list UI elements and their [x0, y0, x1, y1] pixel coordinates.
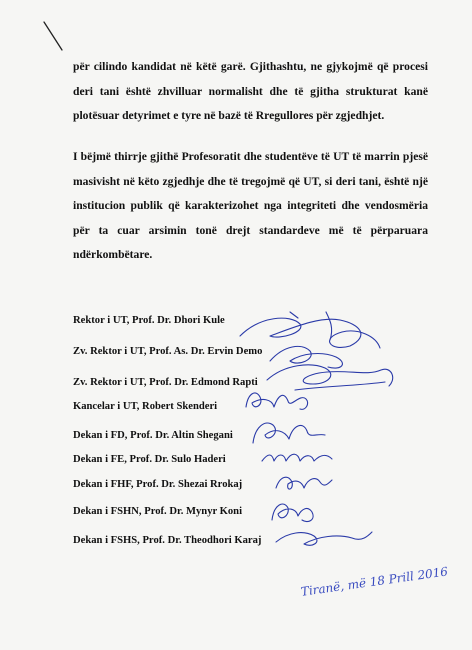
signatory-row	[73, 531, 261, 551]
signature-koni	[262, 494, 332, 530]
signatory-row	[73, 311, 225, 331]
pen-stroke-mark	[38, 18, 68, 54]
signatory-name: Dekan i FHF, Prof. Dr. Shezai Rrokaj	[73, 479, 243, 490]
signature-shegani	[245, 413, 335, 453]
signature-karaj	[268, 522, 378, 554]
signatory-name: Kancelar i UT, Robert Skenderi	[73, 401, 218, 412]
signatory-name: Dekan i FD, Prof. Dr. Altin Shegani	[73, 430, 233, 441]
signatory-name: Zv. Rektor i UT, Prof. As. Dr. Ervin Demo	[73, 346, 263, 357]
signatory-name: Dekan i FSHN, Prof. Dr. Mynyr Koni	[73, 506, 243, 517]
signatory-name: Dekan i FSHS, Prof. Dr. Theodhori Karaj	[73, 535, 262, 546]
signatory-row	[73, 502, 242, 522]
signatory-name: Rektor i UT, Prof. Dr. Dhori Kule	[73, 315, 225, 326]
signatory-name: Dekan i FE, Prof. Dr. Sulo Haderi	[73, 454, 226, 465]
signatory-row	[73, 397, 217, 417]
signature-rrokaj	[268, 468, 338, 498]
signatory-row	[73, 342, 262, 362]
paragraph-appeal: I bëjmë thirrje gjithë Profesoratit dhe studentëve të UT të marrin pjesë masivisht në këto zgjedhje dhe të tregojmë që UT, si deri tani, është një institucion publik që karakterizohet nga integriteti dhe vendosmëria për ta cuar arsimin tonë drejt standardeve më të përparuara ndërkombëtare.	[73, 150, 428, 261]
signatory-row	[73, 426, 233, 446]
signatory-row	[73, 475, 242, 495]
paragraph-procedure: për cilindo kandidat në këtë garë. Gjithashtu, ne gjykojmë që procesi deri tani është zhvilluar normalisht dhe të gjitha strukturat kanë plotësuar detyrimet e tyre në bazë të Rregullores për zgjedhjet.	[73, 60, 428, 122]
signature-haderi	[258, 443, 338, 469]
signatory-name: Zv. Rektor i UT, Prof. Dr. Edmond Rapti	[73, 377, 258, 388]
signature-rapti	[255, 356, 405, 396]
signatory-row	[73, 373, 258, 393]
signature-demo	[262, 335, 382, 375]
handwritten-date: Tiranë, më 18 Prill 2016	[300, 564, 449, 599]
signatory-row	[73, 450, 226, 470]
